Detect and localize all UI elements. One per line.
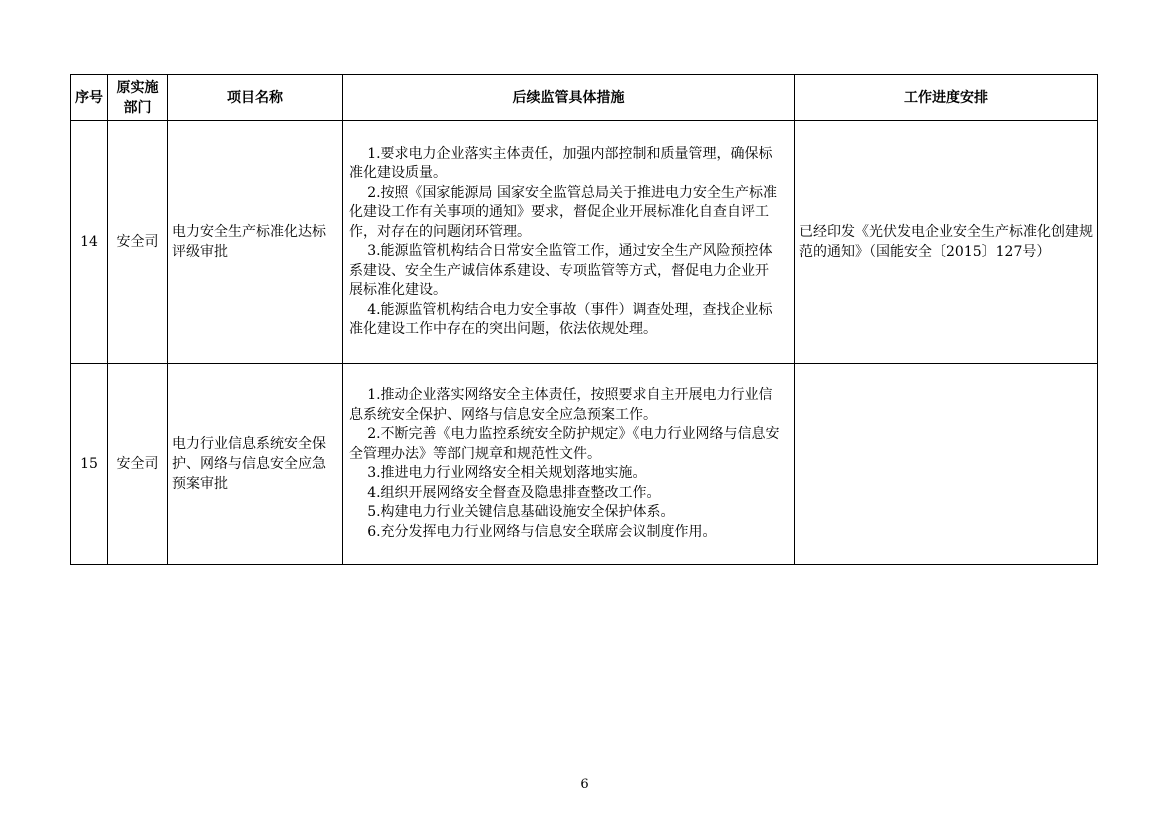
supervision-table xyxy=(70,74,1098,565)
table-row xyxy=(71,121,1098,364)
row-project-name: 电力行业信息系统安全保护、网络与信息安全应急预案审批 xyxy=(168,364,343,565)
measure-item: 2.不断完善《电力监控系统安全防护规定》《电力行业网络与信息安全管理办法》等部门规章和规范性文件。 xyxy=(349,426,780,462)
row-dept: 安全司 xyxy=(108,121,168,364)
header-project-name: 项目名称 xyxy=(168,75,343,121)
measure-item: 3.推进电力行业网络安全相关规划落地实施。 xyxy=(367,465,647,481)
measure-item: 1.要求电力企业落实主体责任，加强内部控制和质量管理，确保标准化建设质量。 xyxy=(349,145,773,181)
row-serial-no: 15 xyxy=(71,364,108,565)
table-row xyxy=(71,364,1098,565)
row-measures xyxy=(343,364,795,565)
page-number: 6 xyxy=(580,777,589,792)
measure-item: 4.组织开展网络安全督查及隐患排查整改工作。 xyxy=(367,484,661,501)
row-progress xyxy=(795,364,1098,565)
row-dept: 安全司 xyxy=(108,364,168,565)
row-progress: 已经印发《光伏发电企业安全生产标准化创建规范的通知》（国能安全〔2015〕127号） xyxy=(795,121,1098,364)
measure-item: 6.充分发挥电力行业网络与信息安全联席会议制度作用。 xyxy=(367,523,717,540)
header-serial-no: 序号 xyxy=(71,75,108,121)
row-project-name: 电力安全生产标准化达标评级审批 xyxy=(168,121,343,364)
header-work-schedule: 工作进度安排 xyxy=(795,75,1098,121)
header-original-dept: 原实施部门 xyxy=(108,75,168,121)
measure-item: 4.能源监管机构结合电力安全事故（事件）调查处理，查找企业标准化建设工作中存在的突出问题，依法依规处理。 xyxy=(349,301,773,337)
measure-item: 3.能源监管机构结合日常安全监管工作，通过安全生产风险预控体系建设、安全生产诚信体系建设、专项监管等方式，督促电力企业开展标准化建设。 xyxy=(349,243,773,298)
measure-item: 5.构建电力行业关键信息基础设施安全保护体系。 xyxy=(367,504,675,520)
table-header-row xyxy=(71,75,1098,121)
row-serial-no: 14 xyxy=(71,121,108,364)
row-measures xyxy=(343,121,795,364)
header-supervision-measures: 后续监管具体措施 xyxy=(343,75,795,121)
measure-item: 2.按照《国家能源局 国家安全监管总局关于推进电力安全生产标准化建设工作有关事项的通知》要求，督促企业开展标准化自查自评工作，对存在的问题闭环管理。 xyxy=(349,184,777,240)
measure-item: 1.推动企业落实网络安全主体责任，按照要求自主开展电力行业信息系统安全保护、网络与信息安全应急预案工作。 xyxy=(349,387,773,423)
